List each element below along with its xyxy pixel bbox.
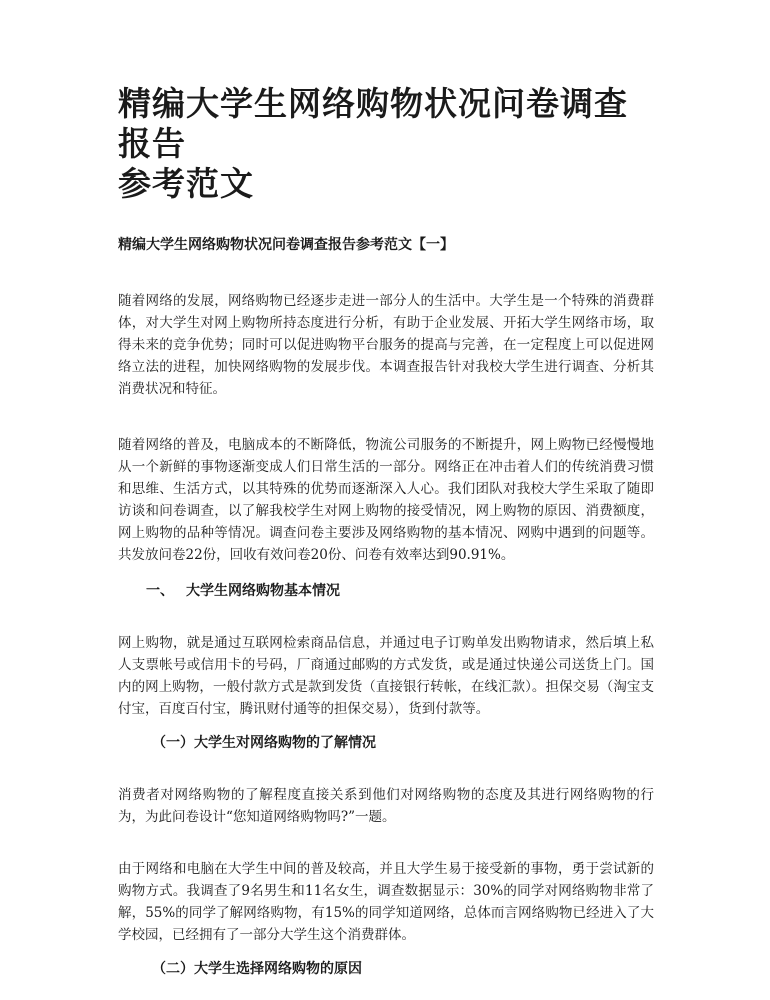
subsection-heading-1: （一）大学生对网络购物的了解情况 xyxy=(152,735,376,751)
section-heading-1-number: 一、 xyxy=(146,583,174,599)
paragraph-awareness: 消费者对网络购物的了解程度直接关系到他们对网络购物的态度及其进行网络购物的行为，为此问卷设计“您知道网络购物吗?”一题。 xyxy=(118,787,654,825)
subsection-heading-2: （二）大学生选择网络购物的原因 xyxy=(152,961,362,977)
paragraph-background: 随着网络的普及，电脑成本的不断降低，物流公司服务的不断提升，网上购物已经慢慢地从一个新鲜的事物逐渐变成人们日常生活的一部分。网络正在冲击着人们的传统消费习惯和思维、生活方式，以其特殊的优势而逐渐深入人心。我们团队对我校大学生采取了随即访谈和问卷调查，以了解我校学生对网上购物的接受情况，网上购物的原因、消费额度，网上购物的品种等情况。调查问卷主要涉及网络购物的基本情况、网购中遇到的问题等。共发放问卷22份，回收有效问卷20份、问卷有效率达到90.91%。 xyxy=(118,437,654,563)
paragraph-online-shopping-definition: 网上购物，就是通过互联网检索商品信息，并通过电子订购单发出购物请求，然后填上私人支票帐号或信用卡的号码，厂商通过邮购的方式发货，或是通过快递公司送货上门。国内的网上购物，一般付款方式是款到发货（直接银行转帐，在线汇款）。担保交易（淘宝支付宝，百度百付宝，腾讯财付通等的担保交易），货到付款等。 xyxy=(118,635,654,717)
paragraph-intro: 随着网络的发展，网络购物已经逐步走进一部分人的生活中。大学生是一个特殊的消费群体，对大学生对网上购物所持态度进行分析，有助于企业发展、开拓大学生网络市场，取得未来的竞争优势；同时可以促进购物平台服务的提高与完善，在一定程度上可以促进网络立法的进程，加快网络购物的发展步伐。本调查报告针对我校大学生进行调查、分析其消费状况和特征。 xyxy=(118,293,654,397)
document-title xyxy=(118,84,654,204)
document-subtitle: 精编大学生网络购物状况问卷调查报告参考范文【一】 xyxy=(118,237,454,253)
section-heading-1-text: 大学生网络购物基本情况 xyxy=(186,583,340,599)
section-heading-1 xyxy=(146,580,654,602)
document-title-line2: 参考范文 xyxy=(118,164,254,203)
paragraph-survey-results: 由于网络和电脑在大学生中间的普及较高，并且大学生易于接受新的事物，勇于尝试新的购物方式。我调查了9名男生和11名女生，调查数据显示：30%的同学对网络购物非常了解，55%的同学了解网络购物，有15%的同学知道网络，总体而言网络购物已经进入了大学校园，已经拥有了一部分大学生这个消费群体。 xyxy=(118,861,654,943)
document-title-line1: 精编大学生网络购物状况问卷调查报告 xyxy=(118,84,628,163)
